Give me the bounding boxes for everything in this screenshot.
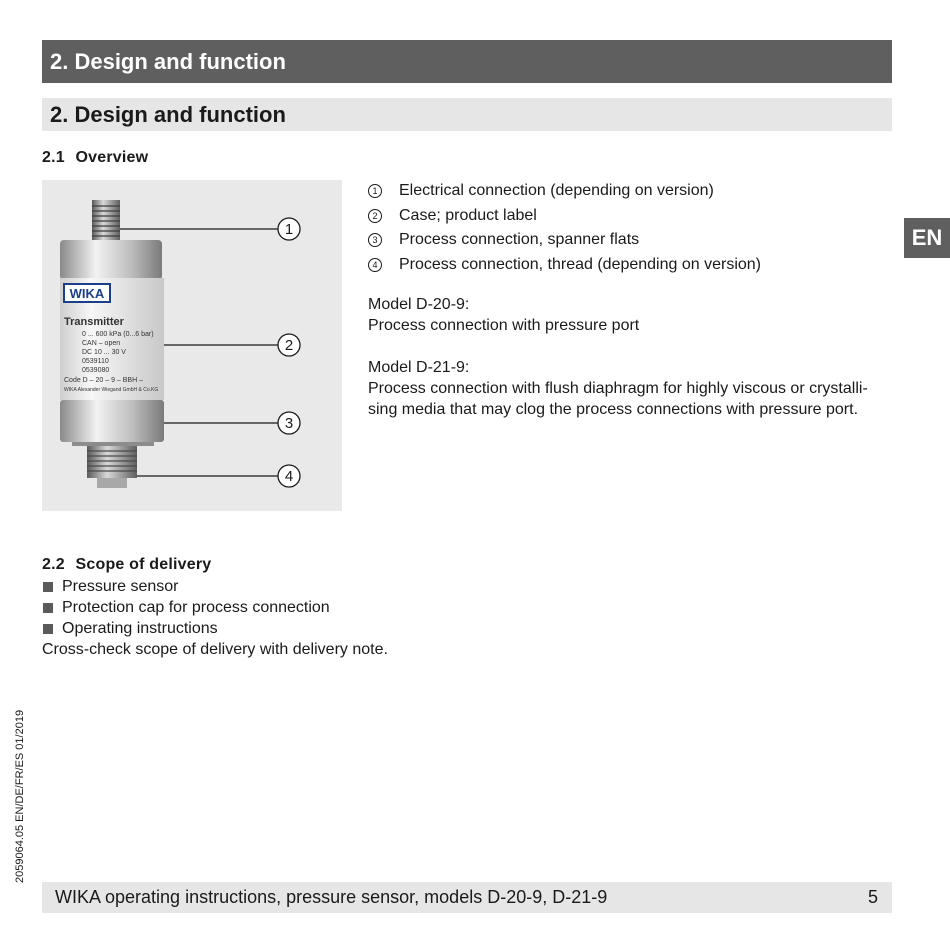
model-d21-block xyxy=(368,357,888,420)
footer-bar xyxy=(42,882,892,913)
callout-4: 4 xyxy=(284,468,294,485)
list-item-text: Protection cap for process connection xyxy=(62,599,330,616)
legend-item xyxy=(368,254,888,279)
label-line-3: CAN – open xyxy=(82,340,121,347)
section-header-title: 2. Design and function xyxy=(50,102,286,127)
legend-text: Case; product label xyxy=(399,206,537,224)
model-d20-block xyxy=(368,294,888,336)
legend-mark: 2 xyxy=(368,209,382,223)
legend-mark: 1 xyxy=(368,184,382,198)
product-photo xyxy=(42,180,342,511)
bullet-square-icon xyxy=(43,624,53,634)
list-item-text: Operating instructions xyxy=(62,620,218,637)
bullet-square-icon xyxy=(43,603,53,613)
scope-note: Cross-check scope of delivery with delivery note. xyxy=(42,641,388,658)
scope-heading xyxy=(42,556,211,574)
label-line-1: Transmitter xyxy=(64,316,124,328)
legend-item xyxy=(368,205,888,230)
scope-title: Scope of delivery xyxy=(75,556,212,573)
label-line-4: DC 10 ... 30 V xyxy=(82,349,126,356)
bullet-square-icon xyxy=(43,582,53,592)
model-d20-desc: Process connection with pressure port xyxy=(368,317,640,334)
list-item xyxy=(42,618,330,639)
overview-title: Overview xyxy=(75,149,149,166)
document-code: 2059064.05 EN/DE/FR/ES 01/2019 xyxy=(14,709,26,883)
top-header-bar xyxy=(42,40,892,83)
legend-text: Process connection, thread (depending on version) xyxy=(399,255,761,273)
overview-legend xyxy=(368,180,888,278)
top-header-title: 2. Design and function xyxy=(50,49,286,74)
callout-3: 3 xyxy=(284,415,294,432)
page-number: 5 xyxy=(867,887,878,907)
legend-text: Process connection, spanner flats xyxy=(399,231,640,248)
list-item xyxy=(42,576,330,597)
legend-item xyxy=(368,229,888,254)
overview-heading xyxy=(42,149,148,167)
scope-number: 2.2 xyxy=(42,556,65,573)
model-d20-title: Model D-20-9: xyxy=(368,296,470,313)
model-d21-desc-line-1: Process connection with flush diaphragm for highly viscous or crystalli- xyxy=(368,380,868,397)
label-line-5: 0539110 xyxy=(82,358,109,365)
pressure-transmitter-illustration xyxy=(42,180,342,511)
legend-mark: 4 xyxy=(368,258,382,272)
scope-list xyxy=(42,576,330,639)
label-line-8: WIKA Alexander Wiegand GmbH & Co.KG xyxy=(64,387,159,393)
callout-1: 1 xyxy=(284,221,294,238)
overview-number: 2.1 xyxy=(42,149,65,166)
legend-mark: 3 xyxy=(368,233,382,247)
label-line-6: 0539080 xyxy=(82,367,110,374)
label-line-7: Code D – 20 – 9 – BBH – xyxy=(64,377,143,384)
legend-item xyxy=(368,180,888,205)
callout-2: 2 xyxy=(284,337,294,354)
label-line-2: 0 ... 600 kPa (0...6 bar) xyxy=(82,331,154,338)
model-d21-title: Model D-21-9: xyxy=(368,359,470,376)
section-header-bar xyxy=(42,98,892,131)
model-d21-desc-line-2: sing media that may clog the process connections with pressure port. xyxy=(368,401,859,418)
wika-logo: WIKA xyxy=(69,286,105,301)
language-tab: EN xyxy=(904,218,950,258)
footer-text: WIKA operating instructions, pressure sensor, models D-20-9, D-21-9 xyxy=(55,887,608,907)
list-item-text: Pressure sensor xyxy=(62,578,179,595)
list-item xyxy=(42,597,330,618)
legend-text: Electrical connection (depending on version) xyxy=(399,182,714,199)
